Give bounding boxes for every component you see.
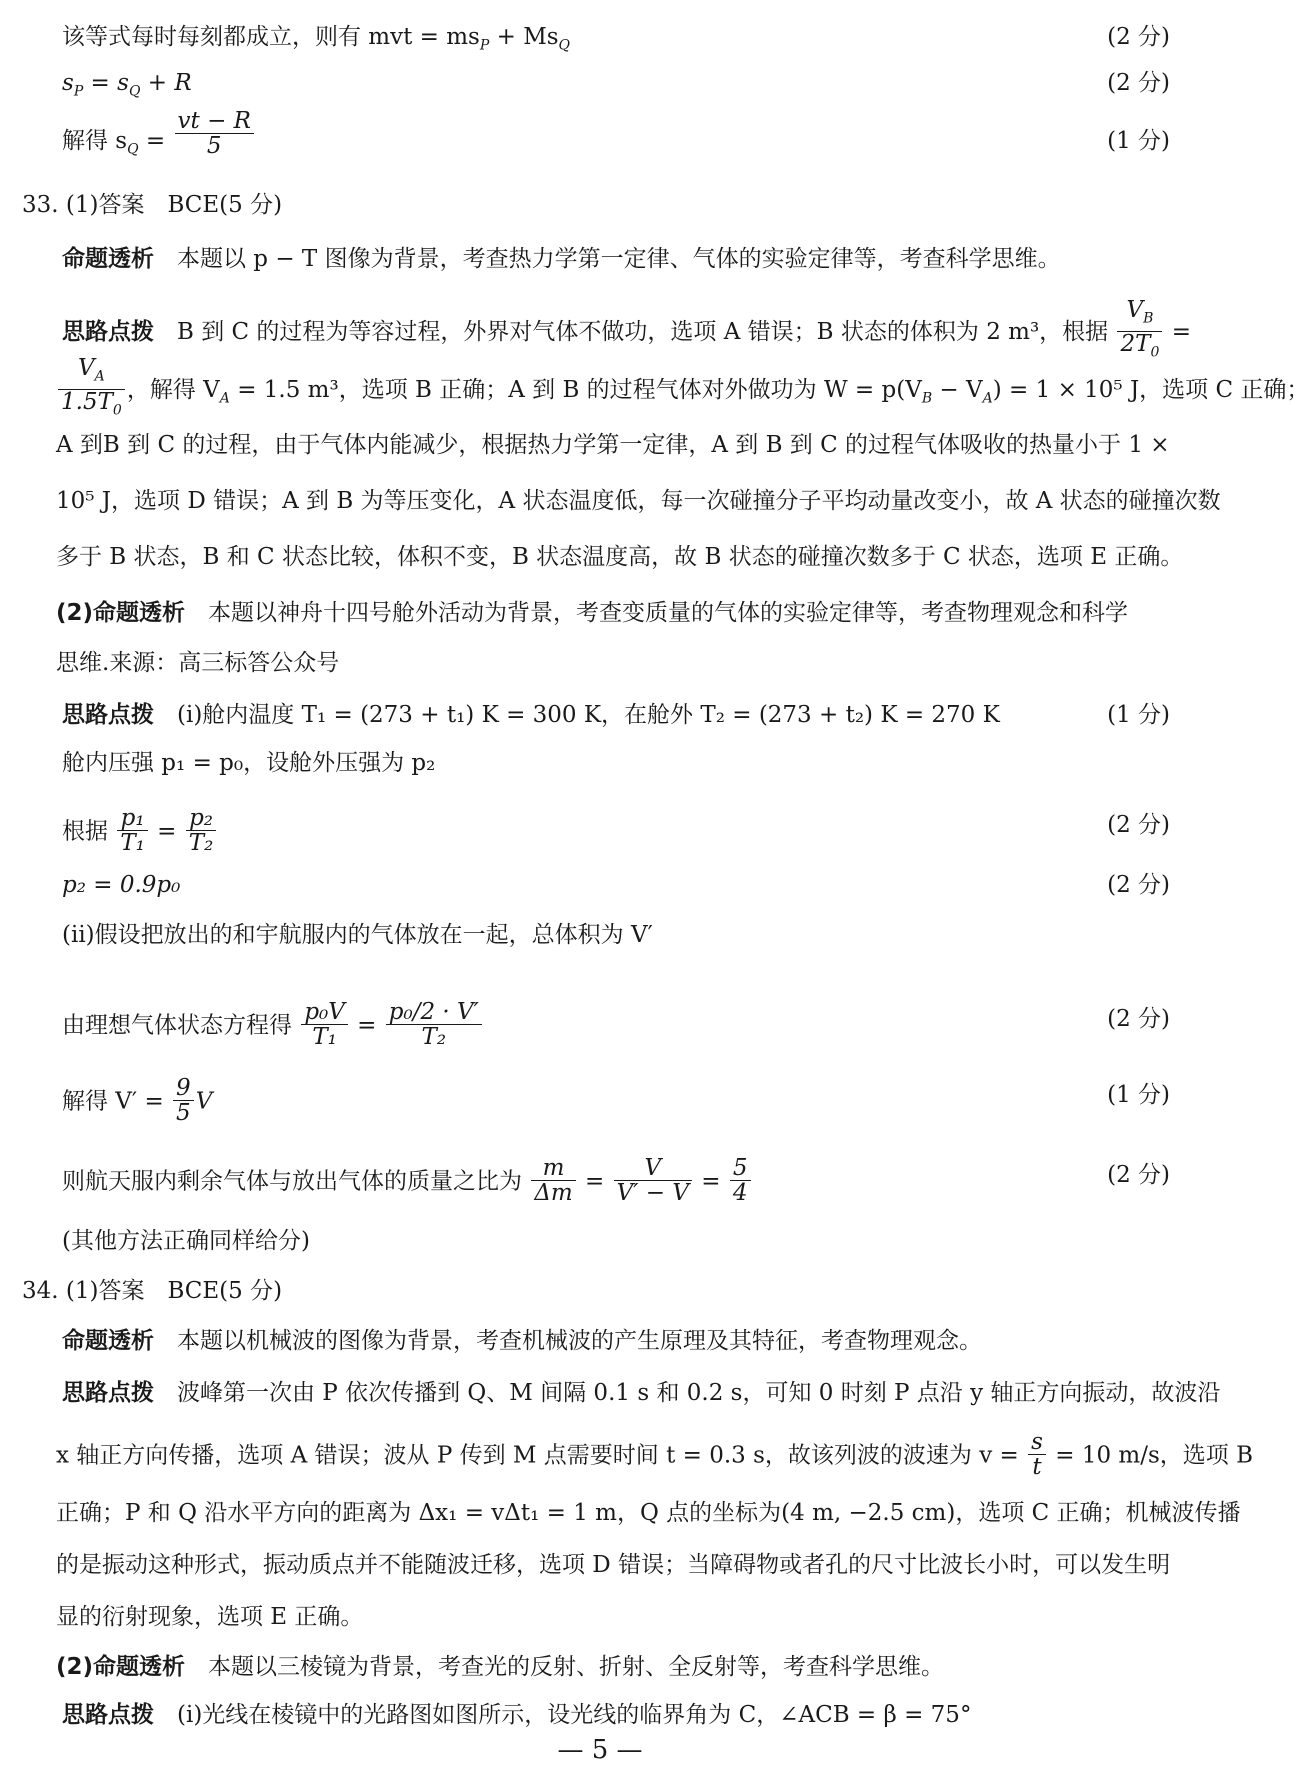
text-line: 正确；P 和 Q 沿水平方向的距离为 Δx₁ = vΔt₁ = 1 m，Q 点的坐标为(4 m, −2.5 cm)，选项 C 正确；机械波传播 xyxy=(56,1500,1241,1526)
score: (1 分) xyxy=(1107,702,1170,728)
text-line: 由理想气体状态方程得 $\frac{\text{p₀V}}{\text{T₁}}$ = $\frac{\text{p₀/2 · V′}}{\text{T₂}}$ xyxy=(62,1004,484,1049)
text-line: 命题透析 本题以机械波的图像为背景，考查机械波的产生原理及其特征，考查物理观念。 xyxy=(62,1328,982,1354)
text-line: 则航天服内剩余气体与放出气体的质量之比为 $\frac{m}{\Delta m}$ = $\frac{V}{V' - V}$ = $\frac{5}{4}$ xyxy=(62,1160,753,1205)
text-line: 多于 B 状态，B 和 C 状态比较，体积不变，B 状态温度高，故 B 状态的碰撞次数多于 C 状态，选项 E 正确。 xyxy=(56,544,1184,570)
text-line: 该等式每时每刻都成立，则有 mvt = $ms_P + Ms_Q$ xyxy=(62,24,571,54)
text-line: 解得 $s_Q$ = $\frac{vt - R}{5}$ xyxy=(62,126,256,165)
page-number: — 5 — xyxy=(557,1735,643,1765)
text-line: 根据 $\frac{\text{p₁}}{\text{T₁}}$ = $\frac{\text{p₂}}{\text{T₂}}$ xyxy=(62,810,218,855)
text-line: 思路点拨 波峰第一次由 P 依次传播到 Q、M 间隔 0.1 s 和 0.2 s，可知 0 时刻 P 点沿 y 轴正方向振动，故波沿 xyxy=(62,1380,1221,1406)
score: (2 分) xyxy=(1107,812,1170,838)
text-line: $\frac{V_A}{1.5T_0}$ ，解得 $V_A = 1.5$ m³，选项 B 正确；A 到 B 的过程气体对外做功为 $W = p(V_B - V_A) = 1 \times 10^5$ J，选项 C 正确； xyxy=(56,360,1309,422)
text-line: 舱内压强 p₁ = p₀，设舱外压强为 p₂ xyxy=(62,750,436,776)
text-line: 思路点拨 B 到 C 的过程为等容过程，外界对气体不做功，选项 A 错误；B 状态的体积为 2 m³，根据 $\frac{V_B}{2T_0}$ = xyxy=(62,297,1191,361)
question-34-1: 34. (1)答案 BCE(5 分) xyxy=(22,1278,283,1304)
text-line: x 轴正方向传播，选项 A 错误；波从 P 传到 M 点需要时间 t = 0.3 s，故该列波的波速为 v = $\frac{s}{t}$ = 10 m/s，选项 B xyxy=(56,1429,1253,1480)
score: (2 分) xyxy=(1107,24,1170,50)
text-line: 解得 V′ = $\frac{9}{5}$ V xyxy=(62,1075,213,1126)
score: (2 分) xyxy=(1107,1006,1170,1032)
text-line: (2)命题透析 本题以神舟十四号舱外活动为背景，考查变质量的气体的实验定律等，考查物理观念和科学 xyxy=(56,600,1129,626)
text-line: (其他方法正确同样给分) xyxy=(62,1228,310,1254)
text-line: A 到B 到 C 的过程，由于气体内能减少，根据热力学第一定律，A 到 B 到 C 的过程气体吸收的热量小于 1 × xyxy=(56,432,1170,458)
text-line: 命题透析 本题以 p − T 图像为背景，考查热力学第一定律、气体的实验定律等，考查科学思维。 xyxy=(62,246,1061,272)
score: (1 分) xyxy=(1107,1082,1170,1108)
question-33-1: 33. (1)答案 BCE(5 分) xyxy=(22,192,283,218)
text-line: 显的衍射现象，选项 E 正确。 xyxy=(56,1604,364,1630)
text-line: 思路点拨 (ⅰ)舱内温度 T₁ = (273 + t₁) K = 300 K，在舱外 T₂ = (273 + t₂) K = 270 K xyxy=(62,702,1000,728)
text-line: 的是振动这种形式，振动质点并不能随波迁移，选项 D 错误；当障碍物或者孔的尺寸比波长小时，可以发生明 xyxy=(56,1552,1171,1578)
text-line: p₂ = 0.9p₀ xyxy=(62,872,181,898)
text-line: 10⁵ J，选项 D 错误；A 到 B 为等压变化，A 状态温度低，每一次碰撞分子平均动量改变小，故 A 状态的碰撞次数 xyxy=(56,488,1221,514)
score: (2 分) xyxy=(1107,1162,1170,1188)
text-line: (ⅱ)假设把放出的和宇航服内的气体放在一起，总体积为 V′ xyxy=(62,922,653,948)
score: (2 分) xyxy=(1107,872,1170,898)
text-line: (2)命题透析 本题以三棱镜为背景，考查光的反射、折射、全反射等，考查科学思维。 xyxy=(56,1654,945,1680)
text-line: 思路点拨 (ⅰ)光线在棱镜中的光路图如图所示，设光线的临界角为 C，∠ACB = β = 75° xyxy=(62,1702,972,1728)
text-line: 思维.来源：高三标答公众号 xyxy=(56,650,340,676)
text-line: $s_P = s_Q + R$ xyxy=(62,70,192,100)
score: (1 分) xyxy=(1107,128,1170,154)
score: (2 分) xyxy=(1107,70,1170,96)
